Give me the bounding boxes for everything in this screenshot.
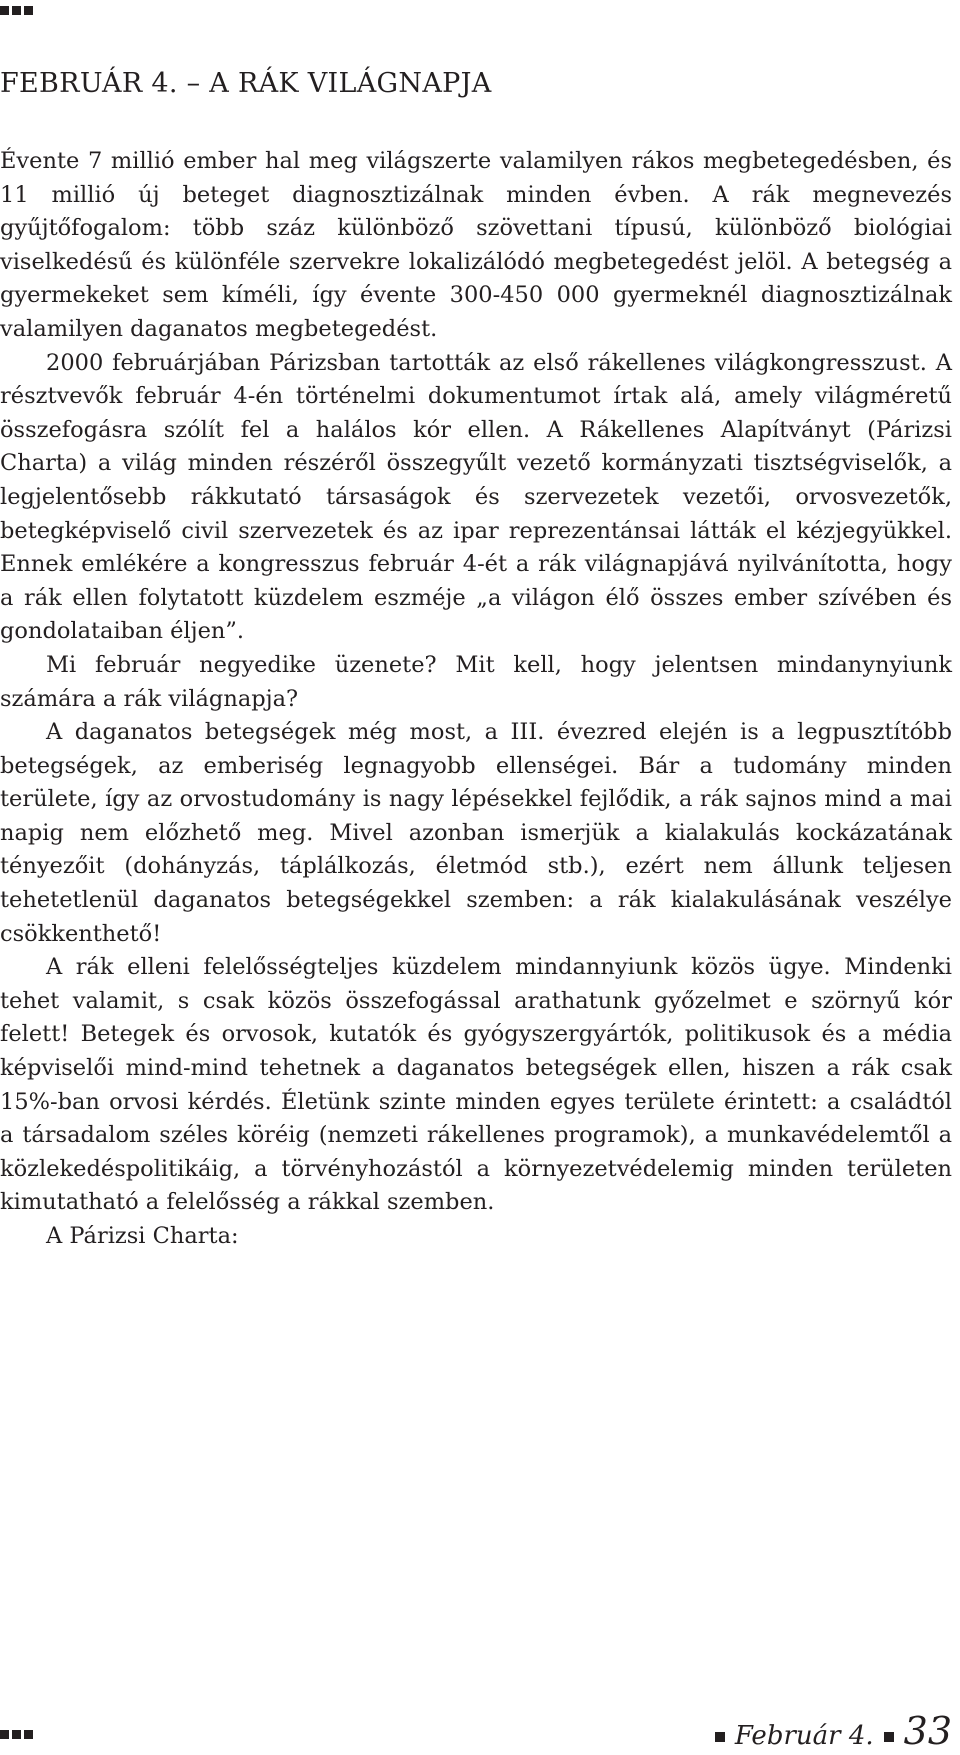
page-footer [715, 1709, 952, 1753]
paragraph: 2000 februárjában Párizsban tartották az első rákellenes világkongresszust. A résztvevők február 4-én történelmi dokumentumot írtak alá, amely világméretű összefogásra szólít fel a halálos kór ellen. A Rákellenes Alapítványt (Párizsi Charta) a világ minden részéről összegyűlt vezető kormányzati tisztségviselők, a legjelentősebb rákkutató társaságok és szervezetek vezetői, orvosvezetők, betegképviselő civil szervezetek és az ipar reprezentánsai látták el kézjegyükkel. Ennek emlékére a kongresszus február 4-ét a rák világnapjává nyilvánította, hogy a rák ellen folytatott küzdelem eszméje „a világon élő összes ember szívében és gondolataiban éljen”. [0, 349, 952, 645]
paragraph: A rák elleni felelősségteljes küzdelem mindannyiunk közös ügye. Mindenki tehet valamit, s csak közös összefogással arathatunk győzelmet e szörnyű kór felett! Betegek és orvosok, kutatók és gyógyszergyártók, politikusok és a média képviselői mind-mind tehetnek a daganatos betegségek ellen, hiszen a rák csak 15%-ban orvosi kérdés. Életünk szinte minden egyes területe érintett: a családtól a társadalom széles köréig (nemzeti rákellenes programok), a munkavédelemtől a közlekedéspolitikáig, a törvényhozástól a környezetvédelemig minden területen kimutatható a felelősség a rákkal szemben. [0, 954, 952, 1216]
square-icon [715, 1732, 725, 1742]
paragraph: Mi február negyedike üzenete? Mit kell, hogy jelentsen mindanynyiunk számára a rák világnapja? [0, 651, 952, 712]
page-title: FEBRUÁR 4. – A RÁK VILÁGNAPJA [0, 68, 492, 99]
top-decorative-squares [0, 6, 33, 15]
square-icon [24, 1730, 33, 1739]
paragraph: A Párizsi Charta: [46, 1223, 239, 1249]
square-icon [24, 6, 33, 15]
paragraph: Évente 7 millió ember hal meg világszerte valamilyen rákos megbetegedésben, és 11 millió új beteget diagnosztizálnak minden évben. A rák megnevezés gyűjtőfogalom: több száz különböző szövettani típusú, különböző biológiai viselkedésű és különféle szervekre lokalizálódó megbetegedést jelöl. A betegség a gyermekeket sem kíméli, így évente 300-450 000 gyermeknél diagnosztizálnak valamilyen daganatos megbetegedést. [0, 148, 952, 342]
square-icon [884, 1732, 894, 1742]
square-icon [0, 6, 9, 15]
article-body [0, 145, 952, 1254]
footer-label: Február 4. [734, 1721, 874, 1751]
square-icon [12, 6, 21, 15]
square-icon [0, 1730, 9, 1739]
square-icon [12, 1730, 21, 1739]
bottom-decorative-squares [0, 1730, 33, 1739]
page-number: 33 [903, 1709, 952, 1753]
paragraph: A daganatos betegségek még most, a III. évezred elején is a legpusztítóbb betegségek, az emberiség legnagyobb ellenségei. Bár a tudomány minden területe, így az orvostudomány is nagy lépésekkel fejlődik, a rák sajnos mind a mai napig nem előzhető meg. Mivel azonban ismerjük a kialakulás kockázatának tényezőit (dohányzás, táplálkozás, életmód stb.), ezért nem állunk teljesen tehetetlenül daganatos betegségekkel szemben: a rák kialakulásának veszélye csökkenthető! [0, 719, 952, 947]
